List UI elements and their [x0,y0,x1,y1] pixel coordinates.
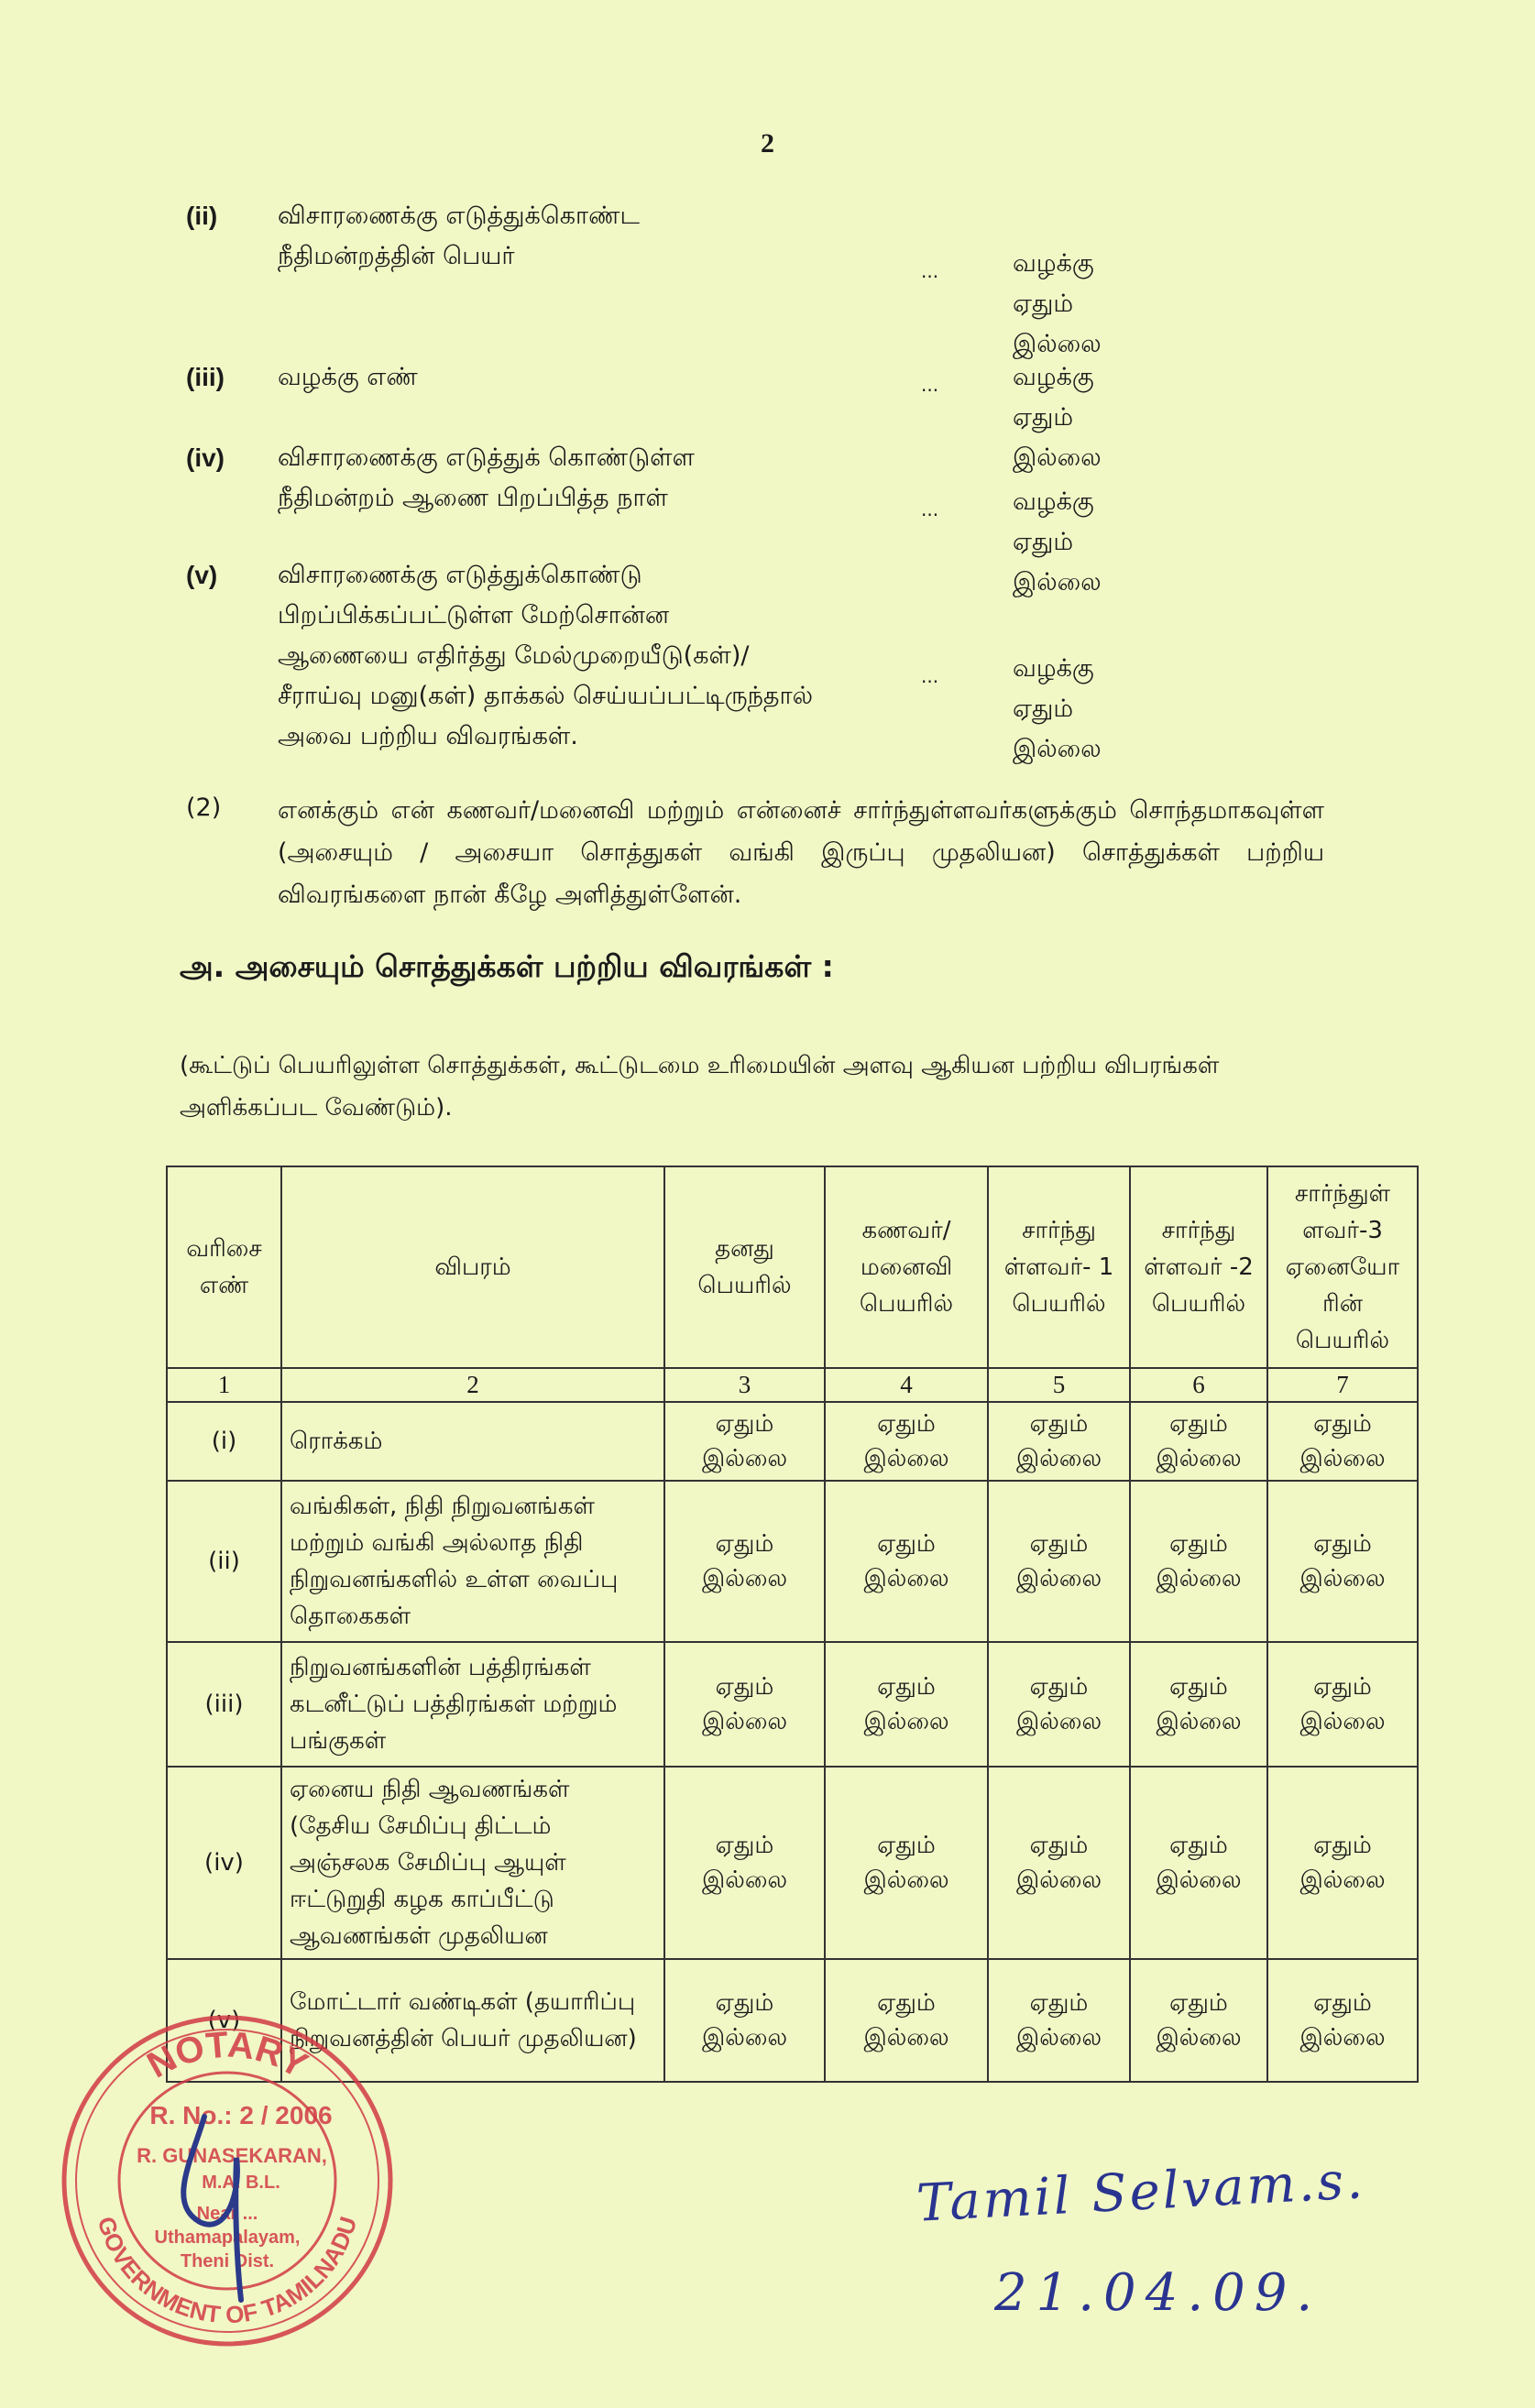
label-line: விசாரணைக்கு எடுத்துக்கொண்ட [278,202,640,230]
row-value: ஏதும் இல்லை [664,1481,825,1642]
index-cell: 7 [1267,1368,1418,1402]
row-value: ஏதும் இல்லை [664,1767,825,1959]
seal-line: Theni Dist. [180,2251,275,2271]
para-number: (2) [186,794,222,822]
row-value: ஏதும் இல்லை [988,1959,1130,2082]
item-value: வழக்கு ஏதும் இல்லை [1013,249,1102,358]
header-cell: விபரம் [281,1166,664,1368]
seal-bottom-text: GOVERNMENT OF TAMILNADU [92,2213,363,2329]
row-value: ஏதும் இல்லை [825,1642,988,1767]
row-value: ஏதும் இல்லை [988,1402,1130,1481]
row-value: ஏதும் இல்லை [1130,1959,1267,2082]
para-text: எனக்கும் என் கணவர்/மனைவி மற்றும் என்னைச் சார்ந்துள்ளவர்களுக்கும் சொந்தமாகவுள்ள (அசையும் / அசையா சொத்துகள் வங்கி இருப்பு முதலியன) சொத்துக்கள் பற்றிய விவரங்களை நான் கீழே அளித்துள்ளேன். [278,796,1324,909]
index-row [167,1368,1418,1402]
row-value: ஏதும் இல்லை [1267,1481,1418,1642]
row-value: ஏதும் இல்லை [664,1402,825,1481]
row-desc: வங்கிகள், நிதி நிறுவனங்கள் மற்றும் வங்கி அல்லாத நிதி நிறுவனங்களில் உள்ள வைப்பு தொகைகள் [281,1481,664,1642]
header-cell: சார்ந்து ள்ளவர் -2 பெயரில் [1130,1166,1267,1368]
seal-line: Uthamapalayam, [154,2227,301,2248]
index-cell: 4 [825,1368,988,1402]
table-row [167,1481,1418,1642]
item-value: வழக்கு ஏதும் இல்லை [1013,363,1102,472]
index-cell: 2 [281,1368,664,1402]
row-value: ஏதும் இல்லை [1130,1481,1267,1642]
page-number: 2 [761,128,774,159]
seal-top-text: NOTARY [140,2024,314,2086]
row-value: ஏதும் இல்லை [1130,1402,1267,1481]
row-number: (iii) [167,1642,281,1767]
section-heading: அ. அசையும் சொத்துக்கள் பற்றிய விவரங்கள் : [180,948,834,984]
signature-date: 21.04.09. [994,2263,1322,2323]
label-line: ஆணையை எதிர்த்து மேல்முறையீடு(கள்)/ [278,641,750,670]
header-cell: சார்ந்துள் ளவர்-3 ஏனையோ ரின் பெயரில் [1267,1166,1418,1368]
row-value: ஏதும் இல்லை [988,1767,1130,1959]
row-value: ஏதும் இல்லை [664,1959,825,2082]
table-row [167,1642,1418,1767]
row-value: ஏதும் இல்லை [825,1402,988,1481]
label-line: விசாரணைக்கு எடுத்துக்கொண்டு [278,561,642,589]
table-row [167,1402,1418,1481]
item-label [278,196,919,277]
row-value: ஏதும் இல்லை [1130,1767,1267,1959]
item-label [278,555,919,757]
signature-name: Tamil Selvam.s. [915,2151,1367,2234]
row-value: ஏதும் இல்லை [825,1959,988,2082]
index-cell: 1 [167,1368,281,1402]
row-value: ஏதும் இல்லை [1267,1767,1418,1959]
header-row [167,1166,1418,1368]
item-number: (ii) [186,202,218,230]
label-line: பிறப்பிக்கப்பட்டுள்ள மேற்சொன்ன [278,601,670,629]
seal-line: Near ... [196,2204,258,2224]
header-cell: வரிசை எண் [167,1166,281,1368]
row-value: ஏதும் இல்லை [988,1642,1130,1767]
header-cell: தனது பெயரில் [664,1166,825,1368]
item-label [278,438,919,519]
label-line: நீதிமன்றத்தின் பெயர் [278,242,515,270]
index-cell: 5 [988,1368,1130,1402]
label-line: அவை பற்றிய விவரங்கள். [278,722,578,750]
label-line: நீதிமன்றம் ஆணை பிறப்பித்த நாள் [278,484,668,512]
row-value: ஏதும் இல்லை [664,1642,825,1767]
leader-dots: ... [921,665,939,687]
row-desc: மோட்டார் வண்டிகள் (தயாரிப்பு நிறுவனத்தின் பெயர் முதலியன) [281,1959,664,2082]
row-value: ஏதும் இல்லை [825,1481,988,1642]
item-number: (iv) [186,443,225,472]
index-cell: 3 [664,1368,825,1402]
row-value: ஏதும் இல்லை [988,1481,1130,1642]
label-line: சீராய்வு மனு(கள்) தாக்கல் செய்யப்பட்டிருந்தால் [278,682,814,710]
row-desc: ரொக்கம் [281,1402,664,1481]
seal-reg: R. No.: 2 / 2006 [149,2101,333,2129]
row-value: ஏதும் இல்லை [1267,1642,1418,1767]
seal-line: R. GUNASEKARAN, [137,2144,327,2167]
index-cell: 6 [1130,1368,1267,1402]
item-label [278,357,919,398]
row-number: (v) [167,1959,281,2082]
leader-dots: ... [921,260,939,282]
table-row [167,1767,1418,1959]
header-cell: கணவர்/ மனைவி பெயரில் [825,1166,988,1368]
header-cell: சார்ந்து ள்ளவர்- 1 பெயரில் [988,1166,1130,1368]
row-number: (ii) [167,1481,281,1642]
row-desc: நிறுவனங்களின் பத்திரங்கள் கடனீட்டுப் பத்திரங்கள் மற்றும் பங்குகள் [281,1642,664,1767]
notary-seal [53,2007,401,2355]
row-value: ஏதும் இல்லை [1267,1959,1418,2082]
seal-line: M.A. B.L. [202,2173,280,2193]
item-value: வழக்கு ஏதும் இல்லை [1013,654,1102,763]
row-number: (i) [167,1402,281,1481]
row-value: ஏதும் இல்லை [1267,1402,1418,1481]
row-value: ஏதும் இல்லை [1130,1642,1267,1767]
item-value: வழக்கு ஏதும் இல்லை [1013,487,1102,597]
row-desc: ஏனைய நிதி ஆவணங்கள் (தேசிய சேமிப்பு திட்டம் அஞ்சலக சேமிப்பு ஆயுள் ஈட்டுறுதி கழக காப்பீட்டு ஆவணங்கள் முதலியன [281,1767,664,1959]
item-number: (iii) [186,363,225,391]
item-number: (v) [186,561,218,589]
row-value: ஏதும் இல்லை [825,1767,988,1959]
label-line: விசாரணைக்கு எடுத்துக் கொண்டுள்ள [278,443,695,472]
section-note: (கூட்டுப் பெயரிலுள்ள சொத்துக்கள், கூட்டுடமை உரிமையின் அளவு ஆகியன பற்றிய விபரங்கள் அளிக்கப்பட வேண்டும்). [180,1052,1220,1122]
movable-assets-table [166,1166,1419,2083]
row-number: (iv) [167,1767,281,1959]
label-line: வழக்கு எண் [278,363,418,391]
leader-dots: ... [921,374,939,396]
leader-dots: ... [921,498,939,520]
